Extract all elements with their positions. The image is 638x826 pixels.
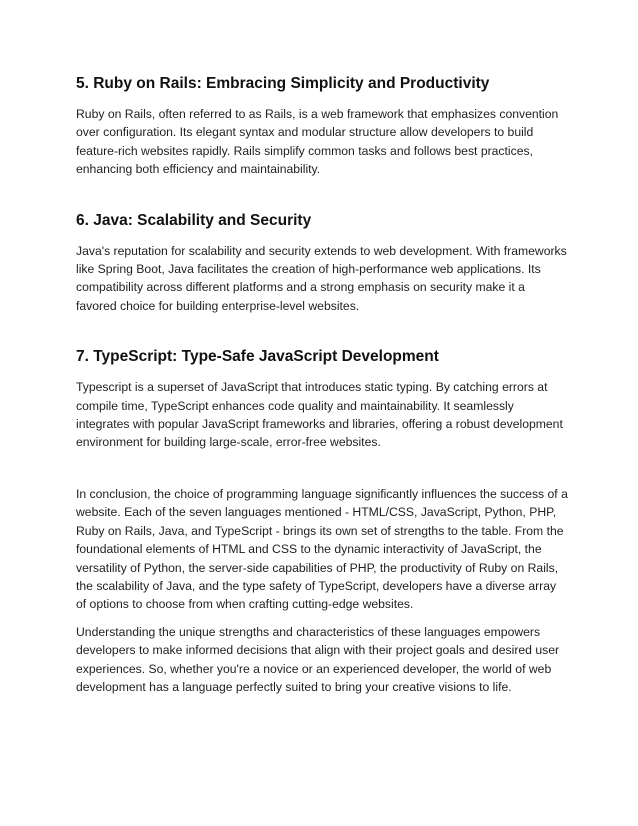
section-heading: 6. Java: Scalability and Security <box>76 211 312 229</box>
conclusion-paragraph-1: In conclusion, the choice of programming language significantly influences the success of a website. Each of the seven languages mentioned - HTML/CSS, JavaScript, Python, PHP, Ruby on Rails, Java, and TypeScript - brings its own set of strengths to the table. From the foundational elements of HTML and CSS to the dynamic interactivity of JavaScript, the versatility of Python, the server-side capabilities of PHP, the productivity of Ruby on Rails, the scalability of Java, and the type safety of TypeScript, developers have a diverse array of options to choose from when crafting cutting-edge websites. <box>76 486 568 612</box>
section-body: Typescript is a superset of JavaScript that introduces static typing. By catching errors at compile time, TypeScript enhances code quality and maintainability. It seamlessly integrates with popular JavaScript frameworks and libraries, offering a robust development environment for building large-scale, error-free websites. <box>76 380 563 450</box>
section-body: Ruby on Rails, often referred to as Rails, is a web framework that emphasizes convention over configuration. Its elegant syntax and modular structure allow developers to build feature-rich websites rapidly. Rails simplify common tasks and follows best practices, enhancing both efficiency and maintainability. <box>76 107 559 177</box>
section-heading: 5. Ruby on Rails: Embracing Simplicity and Productivity <box>76 75 490 92</box>
section-ruby-on-rails <box>76 74 568 179</box>
section-typescript <box>76 347 568 452</box>
document-page <box>76 74 568 696</box>
conclusion-section <box>76 485 568 696</box>
section-body: Java's reputation for scalability and security extends to web development. With frameworks like Spring Boot, Java facilitates the creation of high-performance web applications. Its compatibility across different platforms and a strong emphasis on security make it a favored choice for building enterprise-level websites. <box>76 243 567 313</box>
section-java <box>76 211 568 316</box>
section-heading: 7. TypeScript: Type-Safe JavaScript Development <box>76 348 439 366</box>
conclusion-paragraph-2: Understanding the unique strengths and characteristics of these languages empowers developers to make informed decisions that align with their project goals and desired user experiences. So, whether you're a novice or an experienced developer, the world of web development has a language perfectly suited to bring your creative visions to life. <box>76 624 560 694</box>
